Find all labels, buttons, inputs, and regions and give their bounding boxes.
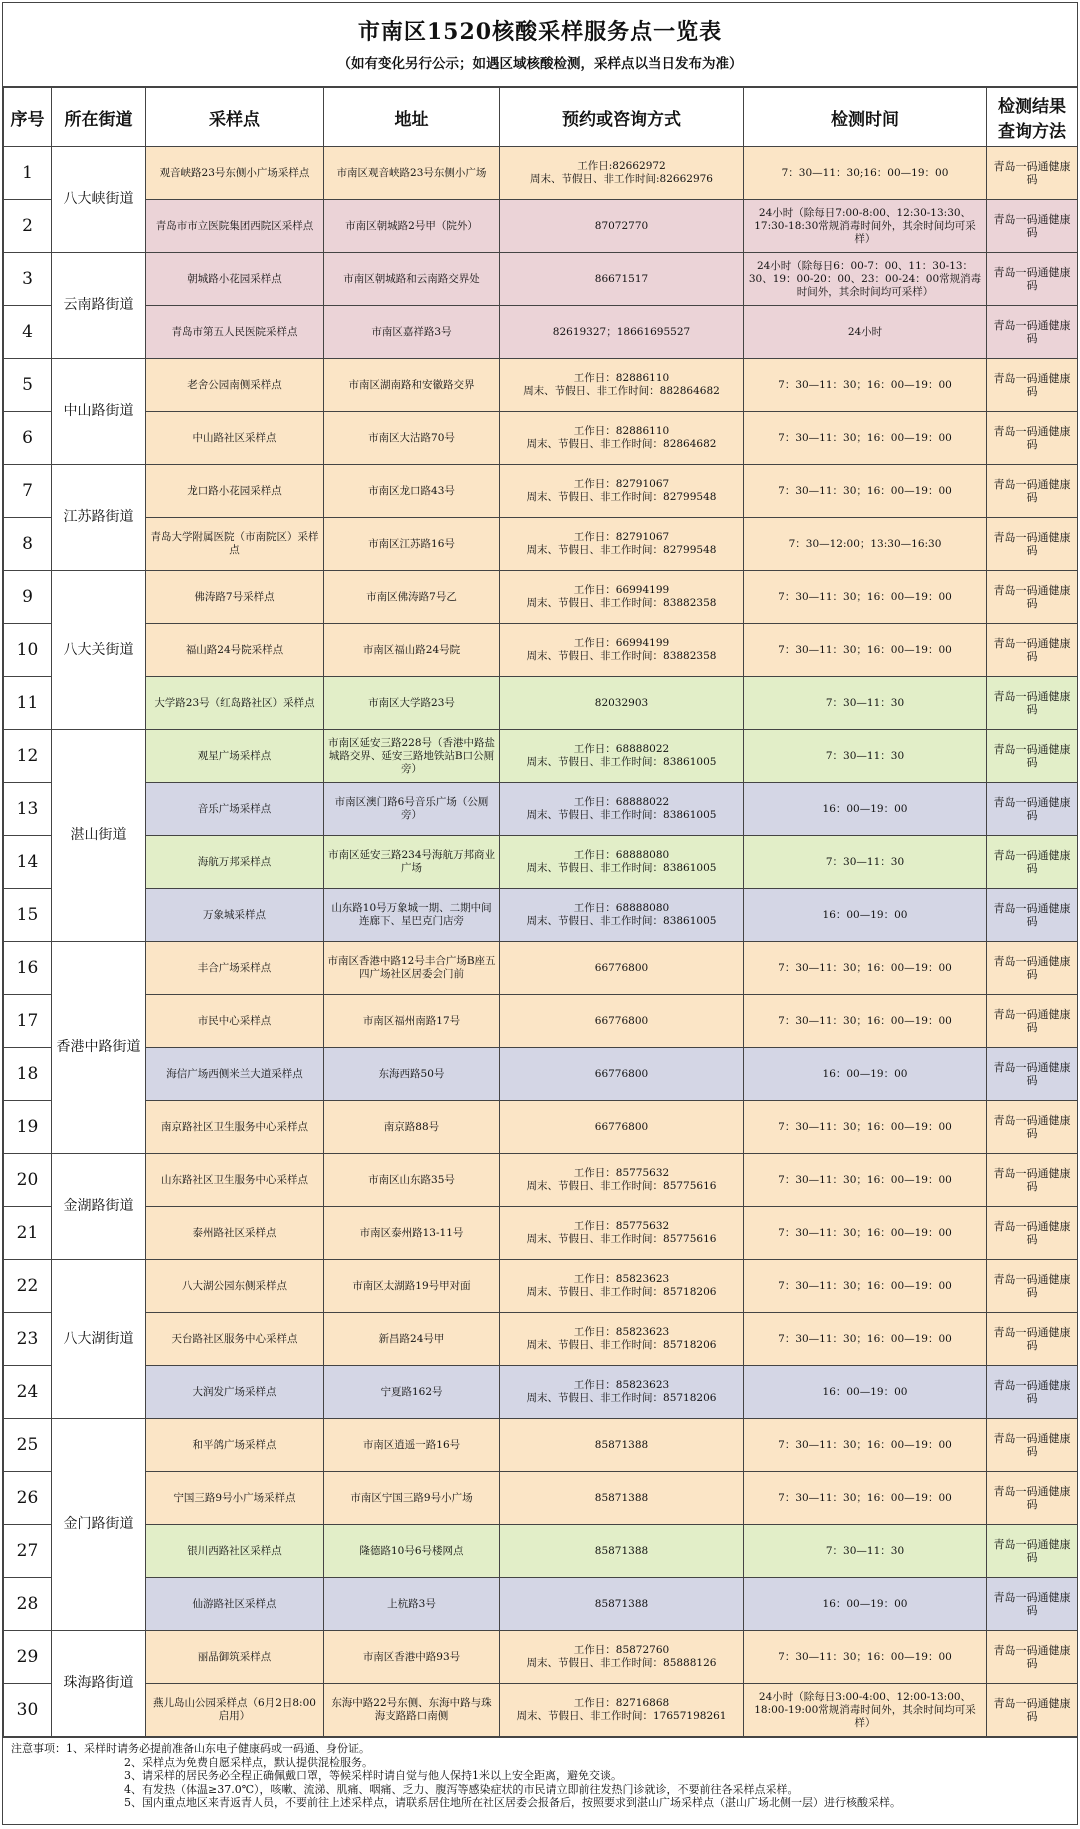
cell-site: 南京路社区卫生服务中心采样点 [146, 1101, 324, 1154]
cell-site: 观音峡路23号东侧小广场采样点 [146, 147, 324, 200]
cell-time: 7：30—11：30；16：00—19：00 [744, 1631, 987, 1684]
cell-address: 市南区福山路24号院 [324, 624, 500, 677]
table-row [4, 1631, 1078, 1684]
cell-query: 青岛一码通健康码 [987, 1313, 1078, 1366]
cell-query: 青岛一码通健康码 [987, 253, 1078, 306]
table-row [4, 942, 1078, 995]
cell-time: 24小时 [744, 306, 987, 359]
cell-address: 市南区延安三路228号（香港中路盐城路交界、延安三路地铁站B口公厕旁） [324, 730, 500, 783]
cell-contact: 工作日：66994199 周末、节假日、非工作时间：83882358 [500, 624, 744, 677]
cell-time: 7：30—11：30 [744, 730, 987, 783]
header-contact: 预约或咨询方式 [500, 88, 744, 147]
cell-contact: 66776800 [500, 1048, 744, 1101]
cell-query: 青岛一码通健康码 [987, 942, 1078, 995]
cell-site: 青岛大学附属医院（市南院区）采样点 [146, 518, 324, 571]
cell-time: 7：30—11：30 [744, 1525, 987, 1578]
cell-contact: 工作日：68888080 周末、节假日、非工作时间：83861005 [500, 836, 744, 889]
table-row [4, 889, 1078, 942]
title-block [3, 3, 1077, 87]
table-row [4, 1048, 1078, 1101]
cell-address: 市南区观音峡路23号东侧小广场 [324, 147, 500, 200]
table-row [4, 1101, 1078, 1154]
cell-contact: 工作日：85872760 周末、节假日、非工作时间：85888126 [500, 1631, 744, 1684]
cell-site: 山东路社区卫生服务中心采样点 [146, 1154, 324, 1207]
cell-query: 青岛一码通健康码 [987, 200, 1078, 253]
cell-seq: 10 [4, 624, 52, 677]
cell-contact: 66776800 [500, 995, 744, 1048]
note-line: 5、国内重点地区来青返青人员，不要前往上述采样点，请联系居住地所在社区居委会报备后，按照要求到湛山广场采样点（湛山广场北侧一层）进行核酸采样。 [124, 1796, 901, 1809]
cell-street: 珠海路街道 [52, 1631, 146, 1737]
table-row [4, 465, 1078, 518]
cell-address: 市南区逍遥一路16号 [324, 1419, 500, 1472]
cell-time: 24小时（除每日7:00-8:00、12:30-13:30、17:30-18:30常规消毒时间外，其余时间均可采样） [744, 200, 987, 253]
cell-time: 7：30—11：30 [744, 677, 987, 730]
header-seq: 序号 [4, 88, 52, 147]
cell-site: 宁国三路9号小广场采样点 [146, 1472, 324, 1525]
table-row [4, 1154, 1078, 1207]
cell-seq: 3 [4, 253, 52, 306]
cell-site: 海信广场西侧米兰大道采样点 [146, 1048, 324, 1101]
cell-time: 7：30—11：30；16：00—19：00 [744, 624, 987, 677]
cell-seq: 17 [4, 995, 52, 1048]
table-row [4, 1207, 1078, 1260]
cell-contact: 工作日：85823623 周末、节假日、非工作时间：85718206 [500, 1260, 744, 1313]
cell-address: 市南区澳门路6号音乐广场（公厕旁） [324, 783, 500, 836]
notice-sheet [2, 2, 1078, 1825]
cell-time: 16：00—19：00 [744, 1578, 987, 1631]
cell-contact: 工作日：68888080 周末、节假日、非工作时间：83861005 [500, 889, 744, 942]
cell-address: 上杭路3号 [324, 1578, 500, 1631]
cell-address: 东海中路22号东侧、东海中路与珠海支路路口南侧 [324, 1684, 500, 1737]
cell-query: 青岛一码通健康码 [987, 306, 1078, 359]
cell-query: 青岛一码通健康码 [987, 1154, 1078, 1207]
cell-site: 天台路社区服务中心采样点 [146, 1313, 324, 1366]
cell-seq: 7 [4, 465, 52, 518]
cell-seq: 8 [4, 518, 52, 571]
cell-address: 市南区延安三路234号海航万邦商业广场 [324, 836, 500, 889]
cell-contact: 85871388 [500, 1525, 744, 1578]
note-line: 3、请采样的居民务必全程正确佩戴口罩，等候采样时请自觉与他人保持1米以上安全距离，避免交谈。 [124, 1769, 622, 1782]
cell-site: 佛涛路7号采样点 [146, 571, 324, 624]
cell-street: 云南路街道 [52, 253, 146, 359]
cell-query: 青岛一码通健康码 [987, 1101, 1078, 1154]
cell-contact: 85871388 [500, 1419, 744, 1472]
cell-site: 中山路社区采样点 [146, 412, 324, 465]
cell-site: 龙口路小花园采样点 [146, 465, 324, 518]
cell-contact: 85871388 [500, 1578, 744, 1631]
cell-address: 市南区山东路35号 [324, 1154, 500, 1207]
cell-site: 海航万邦采样点 [146, 836, 324, 889]
cell-query: 青岛一码通健康码 [987, 836, 1078, 889]
cell-address: 山东路10号万象城一期、二期中间连廊下、星巴克门店旁 [324, 889, 500, 942]
cell-site: 泰州路社区采样点 [146, 1207, 324, 1260]
cell-query: 青岛一码通健康码 [987, 465, 1078, 518]
cell-address: 市南区宁国三路9号小广场 [324, 1472, 500, 1525]
cell-street: 中山路街道 [52, 359, 146, 465]
cell-seq: 11 [4, 677, 52, 730]
cell-contact: 85871388 [500, 1472, 744, 1525]
cell-time: 7：30—11：30；16：00—19：00 [744, 1260, 987, 1313]
cell-address: 市南区朝城路和云南路交界处 [324, 253, 500, 306]
table-row [4, 1313, 1078, 1366]
header-street: 所在街道 [52, 88, 146, 147]
cell-time: 7：30—11：30；16：00—19：00 [744, 412, 987, 465]
cell-site: 丰合广场采样点 [146, 942, 324, 995]
cell-seq: 25 [4, 1419, 52, 1472]
cell-site: 音乐广场采样点 [146, 783, 324, 836]
cell-site: 青岛市第五人民医院采样点 [146, 306, 324, 359]
cell-query: 青岛一码通健康码 [987, 1631, 1078, 1684]
cell-time: 16：00—19：00 [744, 1048, 987, 1101]
cell-time: 7：30—11：30；16：00—19：00 [744, 1207, 987, 1260]
cell-contact: 66776800 [500, 942, 744, 995]
cell-address: 南京路88号 [324, 1101, 500, 1154]
cell-query: 青岛一码通健康码 [987, 1260, 1078, 1313]
cell-site: 大润发广场采样点 [146, 1366, 324, 1419]
table-row [4, 253, 1078, 306]
cell-query: 青岛一码通健康码 [987, 147, 1078, 200]
cell-address: 市南区香港中路93号 [324, 1631, 500, 1684]
cell-site: 和平鸽广场采样点 [146, 1419, 324, 1472]
table-row [4, 147, 1078, 200]
table-row [4, 783, 1078, 836]
cell-site: 朝城路小花园采样点 [146, 253, 324, 306]
table-row [4, 1525, 1078, 1578]
cell-seq: 6 [4, 412, 52, 465]
cell-seq: 29 [4, 1631, 52, 1684]
cell-address: 宁夏路162号 [324, 1366, 500, 1419]
cell-time: 7：30—11：30；16：00—19：00 [744, 1154, 987, 1207]
cell-seq: 16 [4, 942, 52, 995]
table-row [4, 1366, 1078, 1419]
cell-contact: 工作日：82791067 周末、节假日、非工作时间：82799548 [500, 465, 744, 518]
cell-contact: 工作日：85823623 周末、节假日、非工作时间：85718206 [500, 1366, 744, 1419]
cell-contact: 工作日：68888022 周末、节假日、非工作时间：83861005 [500, 730, 744, 783]
cell-contact: 工作日：82791067 周末、节假日、非工作时间：82799548 [500, 518, 744, 571]
cell-seq: 21 [4, 1207, 52, 1260]
table-row [4, 836, 1078, 889]
cell-time: 7：30—11：30;16：00—19：00 [744, 147, 987, 200]
cell-seq: 4 [4, 306, 52, 359]
header-address: 地址 [324, 88, 500, 147]
cell-contact: 工作日：85775632 周末、节假日、非工作时间：85775616 [500, 1207, 744, 1260]
cell-street: 金门路街道 [52, 1419, 146, 1631]
cell-contact: 工作日：85823623 周末、节假日、非工作时间：85718206 [500, 1313, 744, 1366]
cell-time: 7：30—11：30 [744, 836, 987, 889]
cell-address: 隆德路10号6号楼网点 [324, 1525, 500, 1578]
cell-query: 青岛一码通健康码 [987, 783, 1078, 836]
cell-query: 青岛一码通健康码 [987, 730, 1078, 783]
sampling-sites-table [3, 87, 1078, 1737]
cell-contact: 66776800 [500, 1101, 744, 1154]
cell-time: 7：30—11：30；16：00—19：00 [744, 1419, 987, 1472]
cell-query: 青岛一码通健康码 [987, 889, 1078, 942]
cell-seq: 23 [4, 1313, 52, 1366]
cell-seq: 20 [4, 1154, 52, 1207]
cell-query: 青岛一码通健康码 [987, 1366, 1078, 1419]
cell-street: 八大湖街道 [52, 1260, 146, 1419]
page-subtitle: （如有变化另行公示；如遇区域核酸检测，采样点以当日发布为准） [337, 56, 743, 72]
cell-time: 7：30—11：30；16：00—19：00 [744, 1101, 987, 1154]
table-row [4, 306, 1078, 359]
cell-site: 青岛市市立医院集团西院区采样点 [146, 200, 324, 253]
cell-contact: 工作日：82886110 周末、节假日、非工作时间：882864682 [500, 359, 744, 412]
table-row [4, 518, 1078, 571]
cell-address: 市南区太湖路19号甲对面 [324, 1260, 500, 1313]
cell-contact: 工作日：85775632 周末、节假日、非工作时间：85775616 [500, 1154, 744, 1207]
page-title: 市南区1520核酸采样服务点一览表 [357, 19, 723, 45]
cell-query: 青岛一码通健康码 [987, 518, 1078, 571]
cell-time: 7：30—12:00；13:30—16:30 [744, 518, 987, 571]
cell-seq: 26 [4, 1472, 52, 1525]
cell-address: 东海西路50号 [324, 1048, 500, 1101]
cell-address: 市南区泰州路13-11号 [324, 1207, 500, 1260]
cell-seq: 24 [4, 1366, 52, 1419]
table-row [4, 1472, 1078, 1525]
cell-contact: 82032903 [500, 677, 744, 730]
cell-seq: 30 [4, 1684, 52, 1737]
cell-address: 市南区湖南路和安徽路交界 [324, 359, 500, 412]
cell-query: 青岛一码通健康码 [987, 1207, 1078, 1260]
cell-time: 7：30—11：30；16：00—19：00 [744, 359, 987, 412]
cell-query: 青岛一码通健康码 [987, 1048, 1078, 1101]
cell-address: 市南区佛涛路7号乙 [324, 571, 500, 624]
cell-site: 观星广场采样点 [146, 730, 324, 783]
cell-seq: 28 [4, 1578, 52, 1631]
cell-seq: 18 [4, 1048, 52, 1101]
cell-seq: 12 [4, 730, 52, 783]
table-row [4, 624, 1078, 677]
header-time: 检测时间 [744, 88, 987, 147]
cell-time: 24小时（除每日6：00-7：00、11：30-13：30、19：00-20：00、23：00-24：00常规消毒时间外，其余时间均可采样） [744, 253, 987, 306]
cell-site: 老舍公园南侧采样点 [146, 359, 324, 412]
cell-site: 大学路23号（红岛路社区）采样点 [146, 677, 324, 730]
cell-site: 银川西路社区采样点 [146, 1525, 324, 1578]
cell-time: 7：30—11：30；16：00—19：00 [744, 571, 987, 624]
note-line: 4、有发热（体温≥37.0℃），咳嗽、流涕、肌痛、咽痛、乏力、腹泻等感染症状的市民请立即前往发热门诊就诊，不要前往各采样点采样。 [124, 1782, 799, 1796]
cell-time: 16：00—19：00 [744, 783, 987, 836]
table-row [4, 730, 1078, 783]
cell-site: 丽晶御筑采样点 [146, 1631, 324, 1684]
cell-site: 仙游路社区采样点 [146, 1578, 324, 1631]
table-header-row [4, 88, 1078, 147]
cell-seq: 14 [4, 836, 52, 889]
table-row [4, 571, 1078, 624]
cell-query: 青岛一码通健康码 [987, 1419, 1078, 1472]
cell-address: 市南区朝城路2号甲（院外） [324, 200, 500, 253]
cell-site: 八大湖公园东侧采样点 [146, 1260, 324, 1313]
cell-seq: 22 [4, 1260, 52, 1313]
cell-query: 青岛一码通健康码 [987, 412, 1078, 465]
cell-query: 青岛一码通健康码 [987, 571, 1078, 624]
cell-query: 青岛一码通健康码 [987, 1472, 1078, 1525]
cell-seq: 27 [4, 1525, 52, 1578]
table-row [4, 1684, 1078, 1737]
cell-address: 市南区嘉祥路3号 [324, 306, 500, 359]
cell-contact: 工作日：82886110 周末、节假日、非工作时间：82864682 [500, 412, 744, 465]
cell-site: 福山路24号院采样点 [146, 624, 324, 677]
table-body [4, 147, 1078, 1737]
cell-time: 7：30—11：30；16：00—19：00 [744, 1313, 987, 1366]
cell-contact: 86671517 [500, 253, 744, 306]
cell-site: 万象城采样点 [146, 889, 324, 942]
table-row [4, 412, 1078, 465]
cell-site: 市民中心采样点 [146, 995, 324, 1048]
cell-street: 金湖路街道 [52, 1154, 146, 1260]
notes-section [3, 1737, 1077, 1814]
cell-contact: 82619327；18661695527 [500, 306, 744, 359]
table-row [4, 359, 1078, 412]
cell-time: 16：00—19：00 [744, 889, 987, 942]
table-row [4, 200, 1078, 253]
cell-query: 青岛一码通健康码 [987, 1684, 1078, 1737]
cell-address: 市南区香港中路12号丰合广场B座五四广场社区居委会门前 [324, 942, 500, 995]
cell-address: 市南区大学路23号 [324, 677, 500, 730]
cell-seq: 13 [4, 783, 52, 836]
table-row [4, 1578, 1078, 1631]
cell-seq: 19 [4, 1101, 52, 1154]
cell-query: 青岛一码通健康码 [987, 995, 1078, 1048]
note-line: 2、采样点为免费自愿采样点，默认提供混检服务。 [124, 1755, 373, 1769]
cell-contact: 工作日：68888022 周末、节假日、非工作时间：83861005 [500, 783, 744, 836]
cell-query: 青岛一码通健康码 [987, 1525, 1078, 1578]
table-row [4, 1419, 1078, 1472]
cell-seq: 15 [4, 889, 52, 942]
cell-time: 7：30—11：30；16：00—19：00 [744, 465, 987, 518]
note-line: 注意事项：1、采样时请务必提前准备山东电子健康码或一码通、身份证。 [11, 1742, 370, 1755]
header-query: 检测结果查询方法 [987, 88, 1078, 147]
cell-contact: 工作日：66994199 周末、节假日、非工作时间：83882358 [500, 571, 744, 624]
cell-seq: 9 [4, 571, 52, 624]
cell-query: 青岛一码通健康码 [987, 359, 1078, 412]
cell-contact: 工作日:82662972 周末、节假日、非工作时间:82662976 [500, 147, 744, 200]
cell-address: 市南区大沽路70号 [324, 412, 500, 465]
cell-address: 市南区江苏路16号 [324, 518, 500, 571]
cell-contact: 87072770 [500, 200, 744, 253]
cell-contact: 工作日：82716868 周末、节假日、非工作时间：17657198261 [500, 1684, 744, 1737]
cell-street: 湛山街道 [52, 730, 146, 942]
cell-time: 16：00—19：00 [744, 1366, 987, 1419]
cell-site: 燕儿岛山公园采样点（6月2日8:00启用） [146, 1684, 324, 1737]
cell-address: 市南区龙口路43号 [324, 465, 500, 518]
cell-time: 7：30—11：30；16：00—19：00 [744, 942, 987, 995]
table-row [4, 1260, 1078, 1313]
table-row [4, 995, 1078, 1048]
cell-query: 青岛一码通健康码 [987, 677, 1078, 730]
table-row [4, 677, 1078, 730]
cell-address: 新昌路24号甲 [324, 1313, 500, 1366]
cell-street: 八大关街道 [52, 571, 146, 730]
cell-address: 市南区福州南路17号 [324, 995, 500, 1048]
cell-seq: 1 [4, 147, 52, 200]
cell-street: 八大峡街道 [52, 147, 146, 253]
cell-seq: 2 [4, 200, 52, 253]
header-site: 采样点 [146, 88, 324, 147]
cell-seq: 5 [4, 359, 52, 412]
cell-street: 香港中路街道 [52, 942, 146, 1154]
cell-time: 7：30—11：30；16：00—19：00 [744, 995, 987, 1048]
cell-time: 24小时（除每日3:00-4:00、12:00-13:00、18:00-19:00常规消毒时间外，其余时间均可采样） [744, 1684, 987, 1737]
cell-query: 青岛一码通健康码 [987, 624, 1078, 677]
cell-street: 江苏路街道 [52, 465, 146, 571]
cell-time: 7：30—11：30；16：00—19：00 [744, 1472, 987, 1525]
cell-query: 青岛一码通健康码 [987, 1578, 1078, 1631]
